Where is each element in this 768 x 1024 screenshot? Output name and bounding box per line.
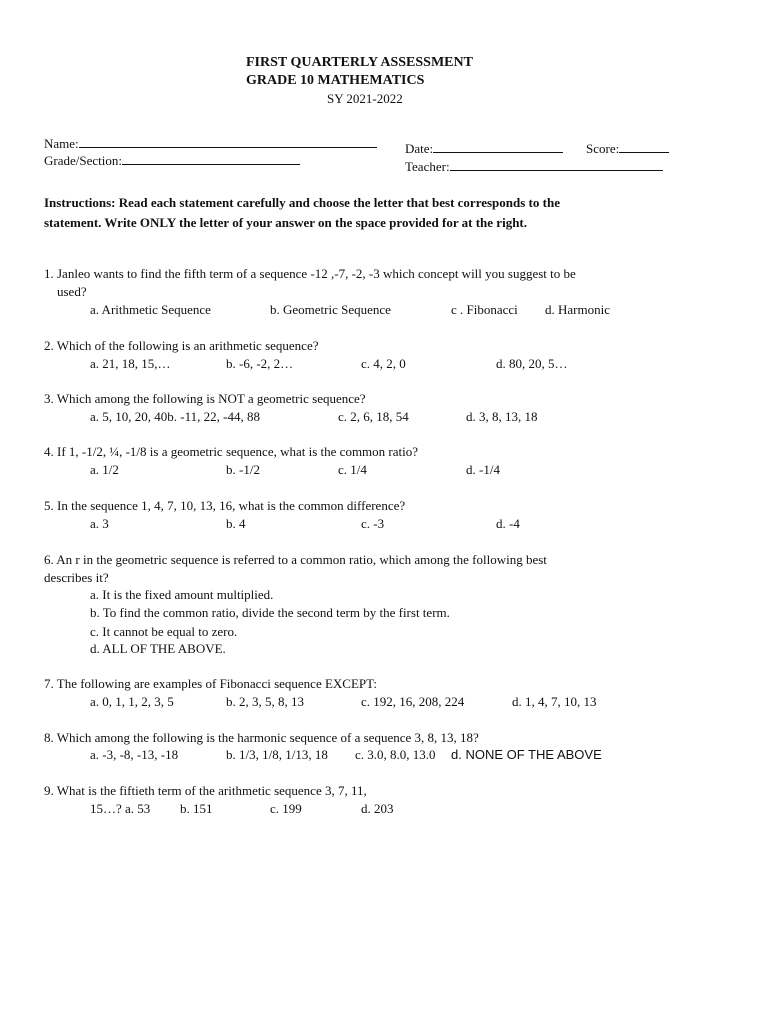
grade-section-label: Grade/Section: <box>44 153 122 168</box>
name-label: Name: <box>44 136 79 151</box>
score-label: Score: <box>586 141 620 156</box>
question-5-choice-d: d. -4 <box>496 516 520 531</box>
question-9-stem-line-2: 15…? a. 53 <box>90 801 151 816</box>
question-1-choice-a: a. Arithmetic Sequence <box>90 302 211 317</box>
question-4-choice-d: d. -1/4 <box>466 462 500 477</box>
question-7-choice-c: c. 192, 16, 208, 224 <box>361 694 465 709</box>
question-4-choice-c: c. 1/4 <box>338 462 367 477</box>
school-year: SY 2021-2022 <box>327 91 403 106</box>
question-6-choice-a: a. It is the fixed amount multiplied. <box>90 587 274 602</box>
teacher-label: Teacher: <box>405 159 450 174</box>
question-3-choice-d: d. 3, 8, 13, 18 <box>466 409 538 424</box>
teacher-line <box>450 159 663 171</box>
question-3-choices-a-b: a. 5, 10, 20, 40b. -11, 22, -44, 88 <box>90 409 260 424</box>
question-8-choice-b: b. 1/3, 1/8, 1/13, 18 <box>226 747 328 762</box>
question-7-choice-a: a. 0, 1, 1, 2, 3, 5 <box>90 694 174 709</box>
question-1-choice-d: d. Harmonic <box>545 302 610 317</box>
question-8-stem: 8. Which among the following is the harmonic sequence of a sequence 3, 8, 13, 18? <box>44 730 479 745</box>
question-5-stem: 5. In the sequence 1, 4, 7, 10, 13, 16, what is the common difference? <box>44 498 406 513</box>
question-3-stem: 3. Which among the following is NOT a geometric sequence? <box>44 391 366 406</box>
question-6-choice-c: c. It cannot be equal to zero. <box>90 624 238 639</box>
question-6-choice-d: d. ALL OF THE ABOVE. <box>90 641 226 656</box>
question-7-stem: 7. The following are examples of Fibonacci sequence EXCEPT: <box>44 676 378 691</box>
question-5-choice-c: c. -3 <box>361 516 385 531</box>
question-8-choice-a: a. -3, -8, -13, -18 <box>90 747 179 762</box>
grade-section-field[interactable] <box>44 153 300 169</box>
title-assessment: FIRST QUARTERLY ASSESSMENT <box>246 55 473 70</box>
question-6-stem-line-2: describes it? <box>44 570 109 585</box>
question-9-choice-c: c. 199 <box>270 801 302 816</box>
question-1-choice-c: c . Fibonacci <box>451 302 518 317</box>
question-5-choice-b: b. 4 <box>226 516 246 531</box>
question-2-choice-d: d. 80, 20, 5… <box>496 356 568 371</box>
question-2-choice-a: a. 21, 18, 15,… <box>90 356 171 371</box>
question-3-choice-c: c. 2, 6, 18, 54 <box>338 409 409 424</box>
question-6-stem-line-1: 6. An r in the geometric sequence is referred to a common ratio, which among the following best <box>44 552 547 567</box>
question-7-choice-d: d. 1, 4, 7, 10, 13 <box>512 694 597 709</box>
instructions-line-2: statement. Write ONLY the letter of your answer on the space provided for at the right. <box>44 215 527 230</box>
date-line <box>433 141 563 153</box>
score-field[interactable] <box>586 141 669 157</box>
grade-section-line <box>122 153 300 165</box>
teacher-field[interactable] <box>405 159 663 175</box>
title-subject: GRADE 10 MATHEMATICS <box>246 73 425 88</box>
question-4-stem: 4. If 1, -1/2, ¼, -1/8 is a geometric sequence, what is the common ratio? <box>44 444 419 459</box>
score-line <box>619 141 669 153</box>
date-label: Date: <box>405 141 434 156</box>
question-7-choice-b: b. 2, 3, 5, 8, 13 <box>226 694 304 709</box>
question-4-choice-a: a. 1/2 <box>90 462 119 477</box>
instructions-line-1: Instructions: Read each statement carefully and choose the letter that best corresponds to the <box>44 195 560 210</box>
question-9-choice-b: b. 151 <box>180 801 213 816</box>
question-9-stem-line-1: 9. What is the fiftieth term of the arithmetic sequence 3, 7, 11, <box>44 783 367 798</box>
date-field[interactable] <box>405 141 563 157</box>
name-line <box>79 136 377 148</box>
question-2-choice-b: b. -6, -2, 2… <box>226 356 294 371</box>
question-2-stem: 2. Which of the following is an arithmetic sequence? <box>44 338 319 353</box>
question-8-choice-d: d. NONE OF THE ABOVE <box>451 747 602 762</box>
question-9-choice-d: d. 203 <box>361 801 394 816</box>
question-1-stem-line-1: 1. Janleo wants to find the fifth term of a sequence -12 ,-7, -2, -3 which concept will you suggest to be <box>44 266 576 281</box>
question-1-stem-line-2: used? <box>44 284 87 299</box>
question-5-choice-a: a. 3 <box>90 516 109 531</box>
question-2-choice-c: c. 4, 2, 0 <box>361 356 406 371</box>
name-field[interactable] <box>44 136 377 152</box>
question-8-choice-c: c. 3.0, 8.0, 13.0 <box>355 747 436 762</box>
question-1-choice-b: b. Geometric Sequence <box>270 302 391 317</box>
question-4-choice-b: b. -1/2 <box>226 462 260 477</box>
question-6-choice-b: b. To find the common ratio, divide the second term by the first term. <box>90 605 450 620</box>
